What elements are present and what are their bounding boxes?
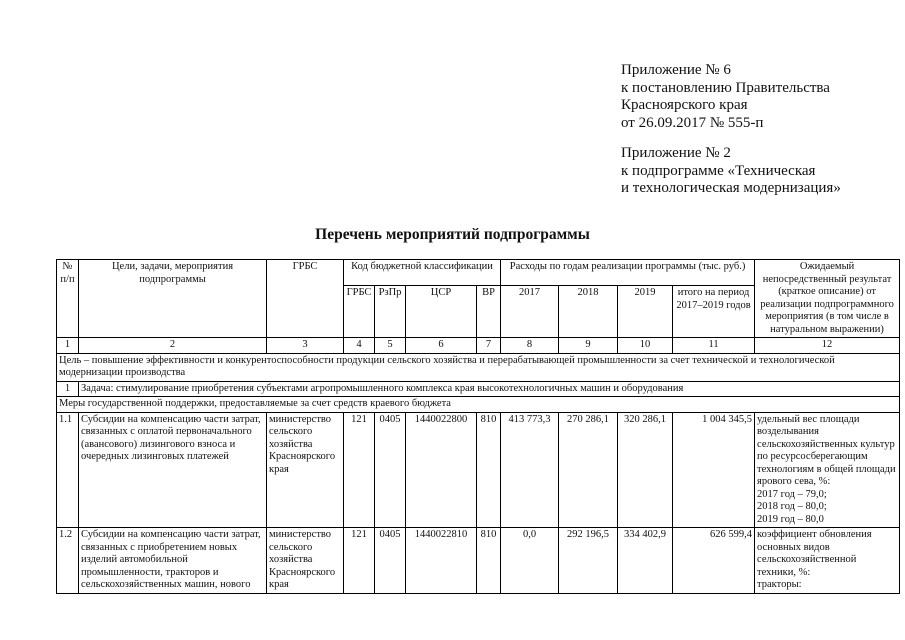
appendix-sub-line1: Приложение № 2 [621, 145, 731, 161]
header-code-csr: ЦСР [406, 286, 477, 338]
header-code-vr: ВР [477, 286, 501, 338]
row-num: 1.2 [57, 528, 79, 594]
row-name: Субсидии на компенсацию части затрат, связанных с оплатой первоначального (авансового) лизингового взноса и очередных лизинговых платежей [79, 412, 267, 528]
row-code-csr: 1440022800 [406, 412, 477, 528]
row-code-vr: 810 [477, 528, 501, 594]
row-code-rzpr: 0405 [375, 528, 406, 594]
col-number: 6 [406, 338, 477, 354]
header-row-1 [57, 260, 900, 286]
task-row [57, 381, 900, 397]
document-title: Перечень мероприятий подпрограммы [315, 226, 590, 243]
header-budget-code: Код бюджетной классификации [344, 260, 501, 286]
header-year-2018: 2018 [559, 286, 618, 338]
appendix-sub-block [621, 145, 841, 198]
task-text: Задача: стимулирование приобретения субъектами агропромышленного комплекса края высокотехнологичных машин и оборудования [79, 381, 900, 397]
header-grbs: ГРБС [267, 260, 344, 338]
row-name: Субсидии на компенсацию части затрат, связанных с приобретением новых изделий автомобильной промышленности, тракторов и сельскохозяйственных машин, нового [79, 528, 267, 594]
support-row [57, 397, 900, 413]
col-number: 4 [344, 338, 375, 354]
task-num: 1 [57, 381, 79, 397]
row-y2017: 413 773,3 [501, 412, 559, 528]
row-total: 626 599,4 [673, 528, 755, 594]
row-y2018: 292 196,5 [559, 528, 618, 594]
header-year-2017: 2017 [501, 286, 559, 338]
table-row [57, 412, 900, 528]
row-num: 1.1 [57, 412, 79, 528]
header-result: Ожидаемый непосредственный результат (краткое описание) от реализации подпрограммного мероприятия (в том числе в натуральном выражении) [755, 260, 900, 338]
header-year-2019: 2019 [618, 286, 673, 338]
col-number: 3 [267, 338, 344, 354]
appendix-main-block [621, 62, 830, 132]
column-number-row [57, 338, 900, 354]
row-grbs-name: министерство сельского хозяйства Красноярского края [267, 412, 344, 528]
row-code-rzpr: 0405 [375, 412, 406, 528]
header-expenses: Расходы по годам реализации программы (тыс. руб.) [501, 260, 755, 286]
col-number: 10 [618, 338, 673, 354]
header-code-grbs: ГРБС [344, 286, 375, 338]
col-number: 5 [375, 338, 406, 354]
goal-row [57, 353, 900, 381]
header-total: итого на период 2017–2019 годов [673, 286, 755, 338]
support-text: Меры государственной поддержки, предоставляемые за счет средств краевого бюджета [57, 397, 900, 413]
measures-table [56, 259, 900, 594]
row-total: 1 004 345,5 [673, 412, 755, 528]
row-code-csr: 1440022810 [406, 528, 477, 594]
appendix-main-line4: от 26.09.2017 № 555-п [621, 114, 764, 131]
appendix-sub-line2: к подпрограмме «Техническая [621, 162, 816, 179]
row-y2019: 334 402,9 [618, 528, 673, 594]
header-code-rzpr: РзПр [375, 286, 406, 338]
goal-text: Цель – повышение эффективности и конкурентоспособности продукции сельского хозяйства и перерабатывающей промышленности за счет технической и технологической модернизации производства [57, 353, 900, 381]
header-num: № п/п [57, 260, 79, 338]
row-y2019: 320 286,1 [618, 412, 673, 528]
table-row [57, 528, 900, 594]
row-grbs-name: министерство сельского хозяйства Красноярского края [267, 528, 344, 594]
row-result: удельный вес площади возделывания сельскохозяйственных культур по ресурсосберегающим технологиям в общей площади ярового сева, %: 2017 год – 79,0; 2018 год – 80,0; 2019 год – 80,0 [755, 412, 900, 528]
col-number: 9 [559, 338, 618, 354]
col-number: 11 [673, 338, 755, 354]
appendix-sub-line3: и технологическая модернизация» [621, 180, 841, 196]
header-goals: Цели, задачи, мероприятия подпрограммы [79, 260, 267, 338]
col-number: 12 [755, 338, 900, 354]
appendix-main-line3: Красноярского края [621, 97, 748, 113]
appendix-main-line1: Приложение № 6 [621, 62, 731, 78]
col-number: 1 [57, 338, 79, 354]
row-y2018: 270 286,1 [559, 412, 618, 528]
row-code-grbs: 121 [344, 528, 375, 594]
row-result: коэффициент обновления основных видов сельскохозяйственной техники, %: тракторы: [755, 528, 900, 594]
col-number: 7 [477, 338, 501, 354]
col-number: 2 [79, 338, 267, 354]
col-number: 8 [501, 338, 559, 354]
row-code-grbs: 121 [344, 412, 375, 528]
row-y2017: 0,0 [501, 528, 559, 594]
appendix-main-line2: к постановлению Правительства [621, 79, 830, 96]
row-code-vr: 810 [477, 412, 501, 528]
